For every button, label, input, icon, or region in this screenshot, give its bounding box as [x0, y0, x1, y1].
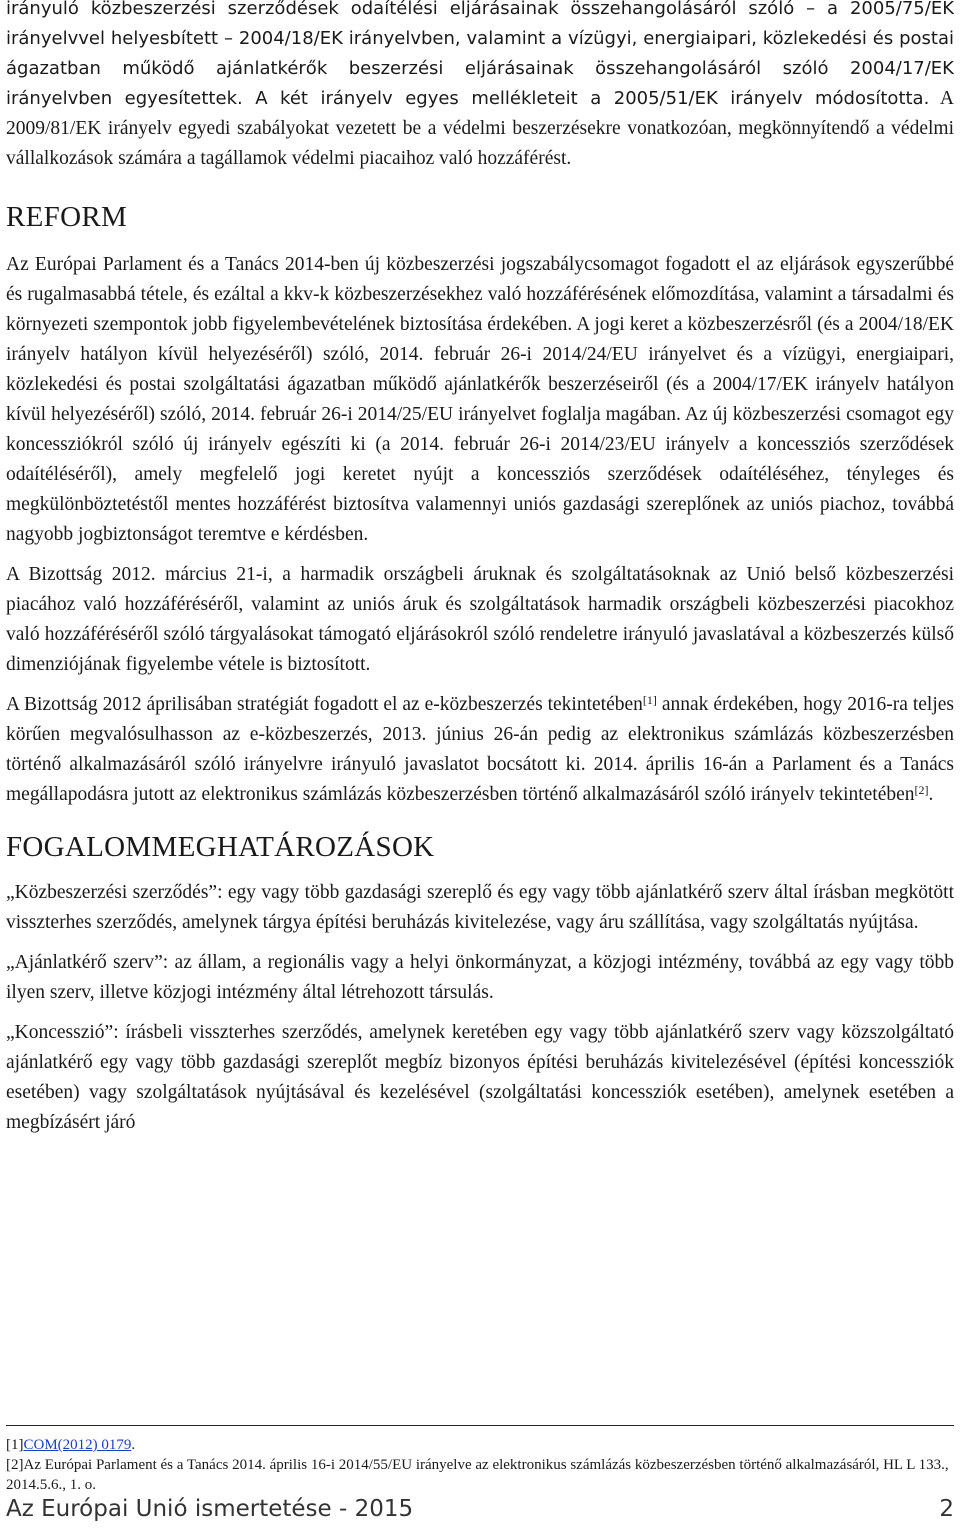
footnote-1-link[interactable]: COM(2012) 0179: [23, 1437, 132, 1453]
reform-p3-text-b: annak érdekében, hogy 2016-ra teljes körűen megvalósulhasson az e-közbeszerzés, 2013. június 26-án pedig az elektronikus számlázás közbeszerzésben történő alkalmazásáról szóló irányelvre irányuló javaslatot bocsátott ki. 2014. április 16-án a Parlament és a Tanács megállapodásra jutott az elektronikus számlázás közbeszerzésben történő alkalmazásáról szóló irányelv tekintetében: [6, 694, 955, 805]
definition-2: „Ajánlatkérő szerv”: az állam, a regionális vagy a helyi önkormányzat, a közjogi intézmény, továbbá az egy vagy több ilyen szerv, illetve közjogi intézmény által létrehozott társulás.: [6, 952, 954, 1003]
definition-1: „Közbeszerzési szerződés”: egy vagy több gazdasági szereplő és egy vagy több ajánlatkérő szerv által írásban megkötött visszterhes szerződés, amelynek tárgya építési beruházás kivitelezése, vagy áru szállítása, vagy szolgáltatás nyújtása.: [6, 882, 954, 933]
footnote-1-end: .: [131, 1437, 136, 1453]
reform-p3-text-c: .: [928, 784, 934, 805]
footnote-ref-1[interactable]: [1]: [642, 693, 657, 707]
intro-text-part2: A 2009/81/EK irányelv egyedi szabályokat vezetett be a védelmi beszerzésekre vonatkozóan, megkönnyítendő a védelmi vállalkozások számára a tagállamok védelmi piacaihoz való hozzáférést.: [6, 88, 954, 169]
footnote-1-number: [1]: [6, 1437, 24, 1453]
intro-paragraph: [6, 0, 954, 174]
page-footer: [6, 1494, 954, 1524]
intro-text-part1: irányuló közbeszerzési szerződések odaítélési eljárásainak összehangolásáról szóló – a 2005/75/EK irányelvvel helyesbített – 2004/18/EK irányelvben, valamint a vízügyi, energiaipari, közlekedési és postai ágazatban működő ajánlatkérők beszerzési eljárásainak összehangolásáról szóló 2004/17/EK irányelvben egyesítettek. A két irányelv egyes mellékleteit a 2005/51/EK irányelv módosította.: [6, 0, 954, 109]
footnote-1: [6, 1435, 954, 1455]
reform-paragraph-1: Az Európai Parlament és a Tanács 2014-ben új közbeszerzési jogszabálycsomagot fogadott el az eljárások egyszerűbbé és rugalmasabbá tétele, és ezáltal a kkv-k közbeszerzésekhez való hozzáférésének előmozdítása, valamint a társadalmi és környezeti szempontok jobb figyelembevételének biztosítása érdekében. A jogi keret a közbeszerzésről (és a 2004/18/EK irányelv hatályon kívül helyezéséről) szóló, 2014. február 26-i 2014/24/EU irányelvet és a vízügyi, energiaipari, közlekedési és postai szolgáltatási ágazatban működő ajánlatkérők beszerzéseiről (és a 2004/17/EK irányelv hatályon kívül helyezéséről) szóló, 2014. február 26-i 2014/25/EU irányelvet foglalja magában. Az új közbeszerzési csomagot egy koncessziókról szóló új irányelv egészíti ki (a 2014. február 26-i 2014/23/EU irányelv a koncessziós szerződések odaítéléséről), amely megfelelő jogi keretet nyújt a koncessziós szerződések odaítéléséhez, tényleges és megkülönböztetéstől mentes hozzáférést biztosítva valamennyi uniós gazdasági szereplőnek az uniós piachoz, továbbá nagyobb jogbiztonságot teremtve e kérdésben.: [6, 254, 954, 545]
definitions-heading: FOGALOMMEGHATÁROZÁSOK: [6, 831, 435, 863]
reform-p3-text-a: A Bizottság 2012 áprilisában stratégiát fogadott el az e-közbeszerzés tekintetében: [6, 694, 643, 715]
footnote-ref-2[interactable]: [2]: [914, 783, 929, 797]
footer-title: Az Európai Unió ismertetése - 2015: [6, 1496, 414, 1522]
footnote-2: [2]Az Európai Parlament és a Tanács 2014. április 16-i 2014/55/EU irányelve az elektronikus számlázás közbeszerzésben történő alkalmazásáról, HL L 133., 2014.5.6., 1. o.: [6, 1457, 949, 1493]
definition-3: „Koncesszió”: írásbeli visszterhes szerződés, amelynek keretében egy vagy több ajánlatkérő szerv vagy közszolgáltató ajánlatkérő egy vagy több gazdasági szereplőt megbíz bizonyos építési beruházás kivitelezésével (építési koncessziók esetében) vagy szolgáltatások nyújtásával és kezelésével (szolgáltatási koncessziók esetében), amelynek esetében a megbízásért járó: [6, 1022, 954, 1133]
reform-heading: REFORM: [6, 201, 128, 233]
footnotes: [6, 1425, 954, 1495]
reform-paragraph-2: A Bizottság 2012. március 21-i, a harmadik országbeli áruknak és szolgáltatásoknak az Unió belső közbeszerzési piacához való hozzáféréséről, valamint az uniós áruk és szolgáltatások harmadik országbeli közbeszerzési piacokhoz való hozzáféréséről szóló tárgyalásokat támogató eljárásokról szóló rendeletre irányuló javaslatával a közbeszerzés külső dimenziójának figyelembe vétele is biztosított.: [6, 564, 954, 675]
page-number: 2: [939, 1496, 954, 1522]
reform-paragraph-3: [6, 690, 954, 810]
